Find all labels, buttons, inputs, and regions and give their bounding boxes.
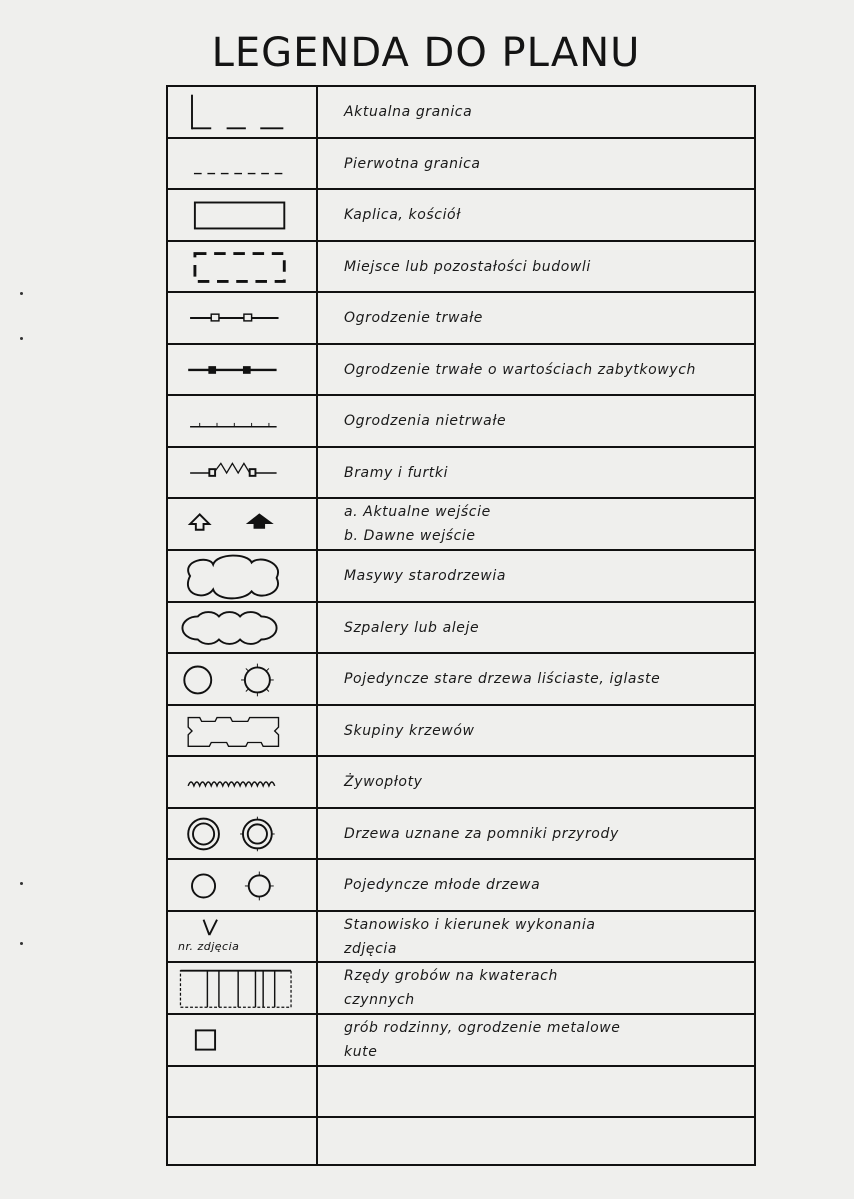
legend-text: Ogrodzenie trwałe	[344, 310, 484, 326]
legend-row	[168, 1067, 754, 1118]
legend-description	[344, 1015, 750, 1065]
legend-description	[344, 603, 750, 652]
legend-symbol-cell	[168, 654, 318, 704]
young-tree-icon	[168, 860, 316, 910]
legend-text: a. Aktualne wejście	[344, 504, 491, 520]
gate-icon	[168, 448, 316, 497]
legend-symbol-cell	[168, 706, 318, 755]
tree-mass-icon	[168, 551, 316, 601]
legend-symbol-cell	[168, 345, 318, 394]
legend-symbol-cell	[168, 499, 318, 549]
legend-text-line2: czynnych	[344, 992, 415, 1008]
legend-text: Masywy starodrzewia	[344, 568, 507, 584]
legend-description	[344, 1067, 750, 1116]
tree-row-icon	[168, 603, 316, 652]
legend-row	[168, 1118, 754, 1166]
legend-row	[168, 139, 754, 190]
legend-text: Pojedyncze młode drzewa	[344, 877, 541, 893]
legend-text: Pierwotna granica	[344, 155, 481, 172]
legend-row	[168, 809, 754, 860]
legend-description	[344, 654, 750, 704]
legend-description	[344, 912, 750, 961]
legend-description	[344, 757, 750, 807]
legend-text: Stanowisko i kierunek wykonania	[344, 916, 596, 933]
chapel-church-icon	[168, 190, 316, 240]
margin-mark	[20, 882, 23, 885]
legend-symbol-cell	[168, 139, 318, 188]
legend-row	[168, 706, 754, 757]
legend-text: Skupiny krzewów	[344, 722, 475, 739]
legend-text: Aktualna granica	[344, 104, 473, 120]
legend-symbol-cell	[168, 242, 318, 291]
legend-description	[344, 139, 750, 188]
entrance-arrows-icon	[168, 499, 316, 549]
legend-table	[166, 85, 756, 1166]
legend-row	[168, 190, 754, 242]
family-grave-icon	[168, 1015, 316, 1065]
symbol-label: nr. zdjęcia	[178, 940, 240, 953]
permanent-fence-icon	[168, 293, 316, 343]
legend-symbol-cell	[168, 87, 318, 137]
legend-symbol-cell	[168, 757, 318, 807]
original-boundary-icon	[168, 139, 316, 188]
legend-text: Miejsce lub pozostałości budowli	[344, 258, 591, 275]
legend-description	[344, 293, 750, 343]
single-tree-icon	[168, 654, 316, 704]
grave-rows-icon	[168, 963, 316, 1013]
legend-text: Żywopłoty	[344, 774, 423, 790]
legend-row	[168, 293, 754, 345]
heritage-fence-icon	[168, 345, 316, 394]
legend-symbol-cell	[168, 860, 318, 910]
legend-description	[344, 242, 750, 291]
legend-description	[344, 809, 750, 858]
legend-row	[168, 448, 754, 499]
legend-row	[168, 242, 754, 293]
legend-row	[168, 396, 754, 448]
legend-description	[344, 499, 750, 549]
legend-row	[168, 963, 754, 1015]
photo-position-icon	[168, 912, 316, 961]
legend-symbol-cell	[168, 963, 318, 1013]
legend-symbol-cell	[168, 1067, 318, 1116]
hedge-icon	[168, 757, 316, 807]
legend-row	[168, 551, 754, 603]
legend-row	[168, 499, 754, 551]
legend-description	[344, 706, 750, 755]
actual-boundary-icon	[168, 87, 316, 137]
legend-description	[344, 190, 750, 240]
legend-symbol-cell	[168, 293, 318, 343]
legend-description	[344, 860, 750, 910]
legend-text: Rzędy grobów na kwaterach	[344, 968, 558, 984]
legend-text-line2: kute	[344, 1044, 378, 1060]
legend-description	[344, 396, 750, 446]
building-remains-icon	[168, 242, 316, 291]
legend-row	[168, 757, 754, 809]
legend-symbol-cell	[168, 448, 318, 497]
legend-text: Bramy i furtki	[344, 464, 449, 481]
legend-symbol-cell	[168, 809, 318, 858]
legend-text: Szpalery lub aleje	[344, 619, 480, 636]
legend-text: Drzewa uznane za pomniki przyrody	[344, 825, 619, 842]
legend-row	[168, 860, 754, 912]
legend-row	[168, 345, 754, 396]
legend-description	[344, 551, 750, 601]
legend-description	[344, 345, 750, 394]
legend-text: Ogrodzenia nietrwałe	[344, 413, 507, 429]
legend-symbol-cell	[168, 603, 318, 652]
legend-symbol-cell	[168, 1118, 318, 1166]
legend-description	[344, 448, 750, 497]
legend-description	[344, 963, 750, 1013]
legend-description	[344, 87, 750, 137]
legend-symbol-cell	[168, 1015, 318, 1065]
legend-text-line2: zdjęcia	[344, 940, 398, 957]
temporary-fence-icon	[168, 396, 316, 446]
legend-symbol-cell	[168, 551, 318, 601]
legend-row	[168, 1015, 754, 1067]
natural-monument-icon	[168, 809, 316, 858]
legend-symbol-cell	[168, 912, 318, 961]
legend-symbol-cell	[168, 190, 318, 240]
legend-description	[344, 1118, 750, 1166]
legend-row	[168, 654, 754, 706]
legend-text: Kaplica, kościół	[344, 207, 461, 223]
legend-text: Ogrodzenie trwałe o wartościach zabytkowych	[344, 361, 696, 378]
page-title: LEGENDA DO PLANU	[211, 30, 641, 76]
margin-mark	[20, 292, 23, 295]
shrub-group-icon	[168, 706, 316, 755]
legend-text: Pojedyncze stare drzewa liściaste, iglaste	[344, 671, 661, 687]
legend-text: grób rodzinny, ogrodzenie metalowe	[344, 1020, 621, 1036]
legend-row	[168, 87, 754, 139]
legend-row	[168, 912, 754, 963]
legend-text-line2: b. Dawne wejście	[344, 528, 476, 544]
margin-mark	[20, 942, 23, 945]
legend-symbol-cell	[168, 396, 318, 446]
legend-row	[168, 603, 754, 654]
margin-mark	[20, 337, 23, 340]
